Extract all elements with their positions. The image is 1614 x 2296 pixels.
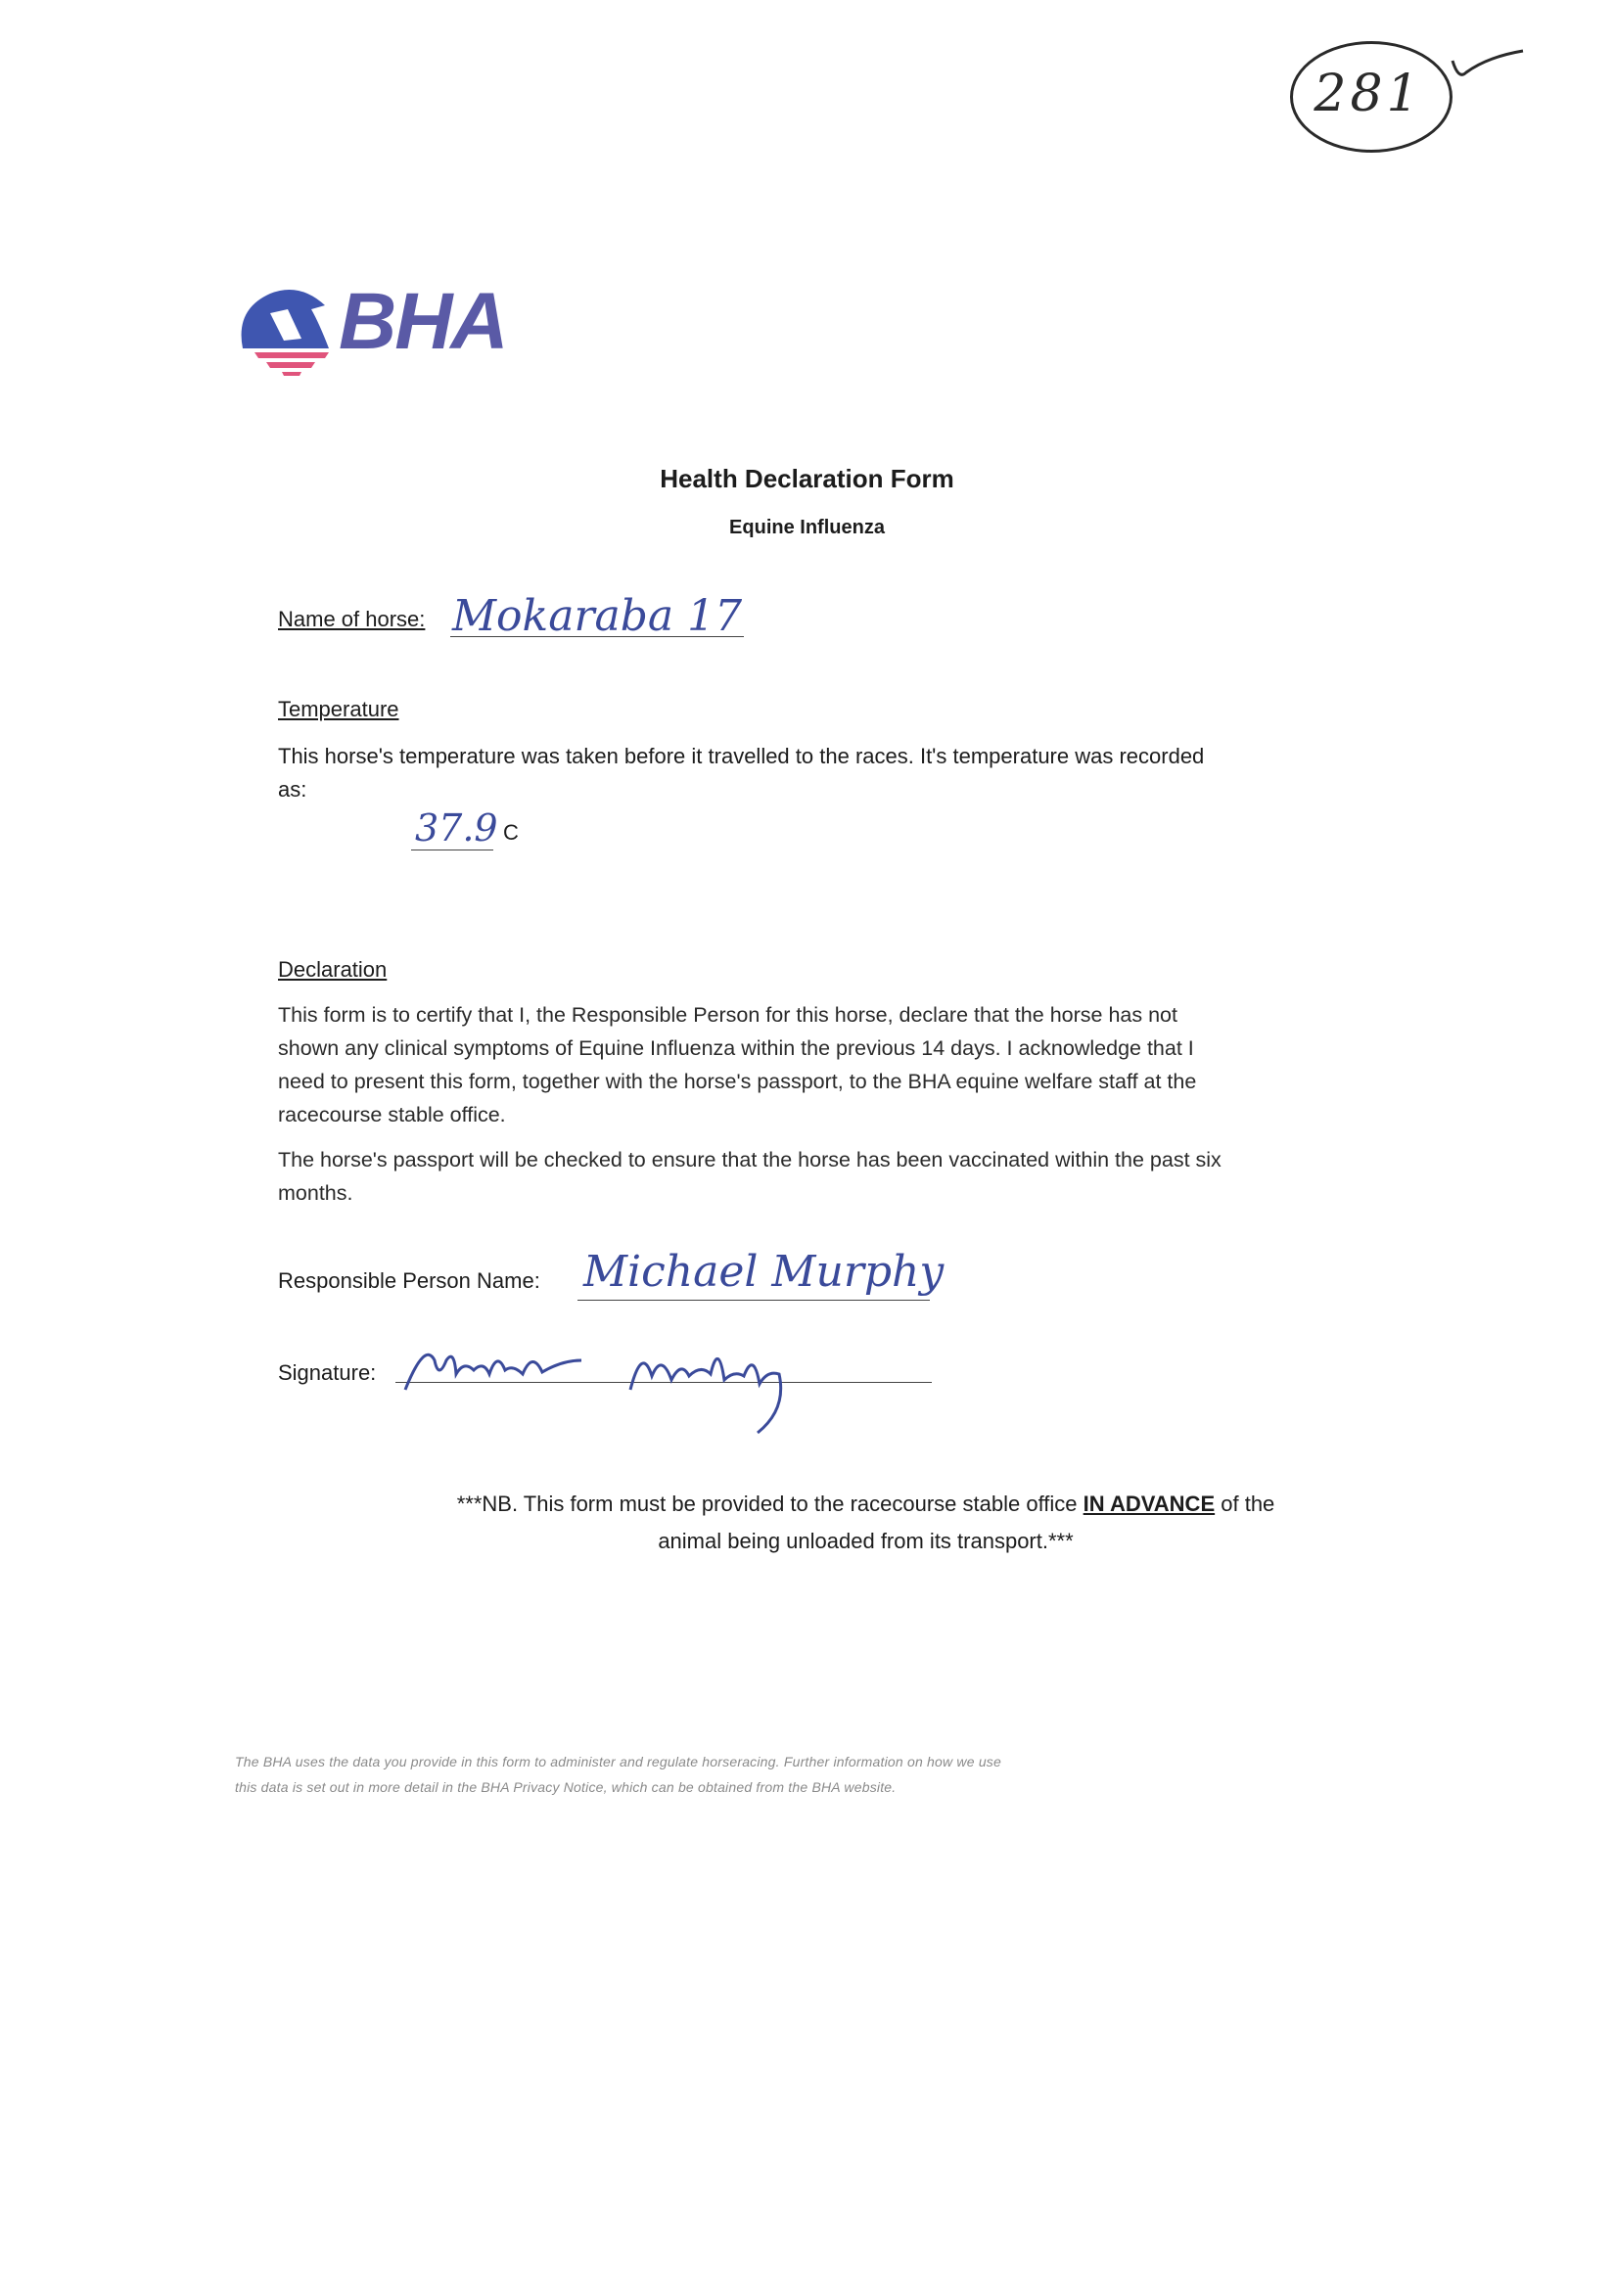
form-subtitle: Equine Influenza — [729, 517, 885, 538]
tick-mark-icon — [1449, 47, 1527, 86]
responsible-person-value[interactable]: Michael Murphy — [583, 1247, 945, 1297]
horse-name-line — [450, 636, 744, 637]
temperature-value[interactable]: 37.9 — [415, 806, 498, 850]
notice-prefix: ***NB. This form must be provided to the racecourse stable office — [456, 1492, 1078, 1516]
responsible-person-label: Responsible Person Name: — [278, 1268, 540, 1293]
declaration-paragraph-2: The horse's passport will be checked to ensure that the horse has been vaccinated within the past six months. — [278, 1148, 1222, 1205]
notice-line-2: animal being unloaded from its transport.*** — [658, 1529, 1074, 1553]
privacy-note-line-1: The BHA uses the data you provide in this form to administer and regulate horseracing. Further information on how we use — [235, 1754, 1001, 1769]
temperature-text: This horse's temperature was taken before it travelled to the races. It's temperature was recorded as: — [278, 744, 1205, 802]
responsible-person-line — [577, 1300, 930, 1301]
horse-name-value[interactable]: Mokaraba 17 — [452, 591, 743, 641]
signature-image[interactable] — [395, 1331, 904, 1439]
temperature-unit: C — [503, 820, 519, 845]
notice-line-1 — [0, 1492, 1614, 1517]
signature-label: Signature: — [278, 1360, 377, 1385]
declaration-paragraph-1: This form is to certify that I, the Responsible Person for this horse, declare that the horse has not shown any clinical symptoms of Equine Influenza within the previous 14 days. I acknowledge that I need to present this form, together with the horse's passport, to the BHA equine welfare staff at the racecourse stable office. — [278, 1003, 1197, 1126]
temperature-heading: Temperature — [278, 697, 399, 721]
privacy-note-line-2: this data is set out in more detail in the BHA Privacy Notice, which can be obtained from the BHA website. — [235, 1779, 897, 1795]
bha-logo-text: BHA — [339, 277, 507, 366]
horse-name-label: Name of horse: — [278, 607, 426, 631]
page-number: 281 — [1314, 65, 1423, 123]
bha-horse-head-icon — [231, 280, 339, 378]
form-title: Health Declaration Form — [660, 464, 954, 493]
declaration-heading: Declaration — [278, 957, 388, 982]
notice-emphasis: IN ADVANCE — [1083, 1492, 1216, 1516]
notice-suffix: of the — [1221, 1492, 1275, 1516]
